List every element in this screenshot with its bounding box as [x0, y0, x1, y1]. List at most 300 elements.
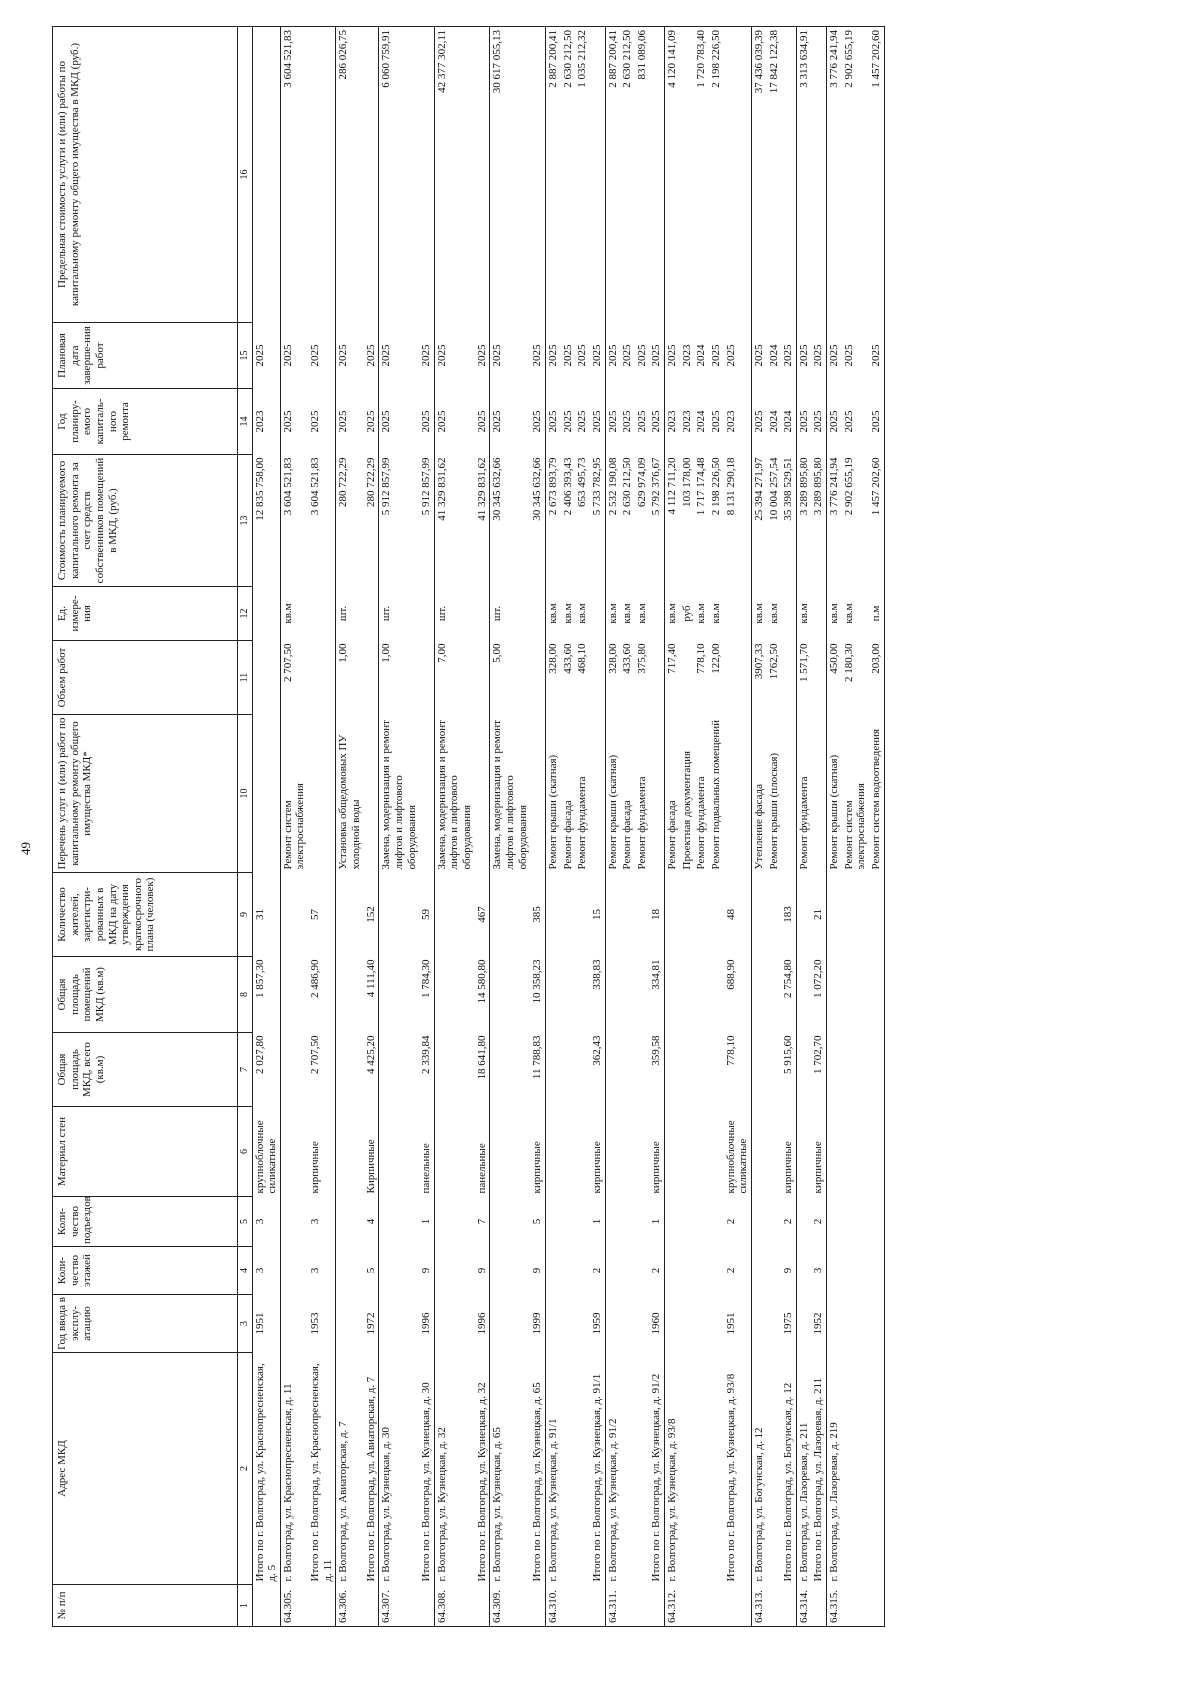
table-cell: 59 — [419, 873, 434, 957]
table-cell: 334,81 — [649, 957, 664, 1033]
table-cell — [665, 1197, 680, 1247]
table-cell — [545, 1107, 560, 1197]
table-cell: Итого по г. Волгоград, ул. Краснопресненская, д. 5 — [252, 1353, 280, 1585]
table-cell — [694, 1247, 709, 1295]
table-cell — [590, 27, 605, 323]
table-cell — [605, 1295, 620, 1353]
table-cell: 9 — [530, 1247, 545, 1295]
table-cell: 2025 — [475, 323, 490, 389]
table-cell — [561, 1107, 576, 1197]
table-cell — [709, 957, 724, 1033]
table-cell — [680, 1033, 695, 1107]
table-cell — [842, 1585, 869, 1627]
table-cell: 2023 — [680, 344, 693, 367]
table-cell: 3 604 521,83 — [281, 457, 294, 516]
table-cell — [694, 957, 709, 1033]
table-cell: 2025 — [590, 389, 605, 455]
table-row — [605, 27, 620, 1627]
table-cell: 2025 — [842, 410, 855, 433]
column-header: Перечень услуг и (или) работ по капитальному ремонту общего имущества МКД* — [53, 715, 238, 873]
table-cell: 5 912 857,99 — [419, 455, 434, 587]
table-cell — [605, 1033, 620, 1107]
table-cell: 7 — [475, 1197, 490, 1247]
table-cell: крупноблочные силикатные — [724, 1107, 752, 1197]
table-cell — [751, 873, 766, 957]
table-cell — [620, 957, 635, 1033]
table-cell — [665, 1247, 680, 1295]
table-cell — [575, 1197, 590, 1247]
subtotal-row — [308, 27, 336, 1627]
column-number: 5 — [238, 1197, 253, 1247]
table-cell — [751, 1197, 766, 1247]
table-cell: кв.м — [666, 603, 679, 624]
table-cell: 2025 — [435, 344, 448, 367]
table-cell — [280, 957, 308, 1033]
table-cell — [842, 1197, 869, 1247]
table-row — [490, 27, 530, 1627]
table-cell — [709, 1295, 724, 1353]
table-cell: 1960 — [649, 1295, 664, 1353]
table-cell: 2 630 212,50 — [620, 27, 635, 323]
table-cell: 3 776 241,94 — [827, 27, 842, 323]
table-cell: 2 630 212,50 — [561, 27, 576, 323]
table-cell: 17 842 122,38 — [767, 27, 782, 323]
table-cell — [490, 1295, 530, 1353]
table-cell: 688,90 — [724, 957, 752, 1033]
table-cell — [869, 1033, 884, 1107]
table-row — [379, 27, 419, 1627]
table-cell — [364, 1585, 379, 1627]
table-cell: 3 776 241,94 — [828, 457, 841, 516]
table-cell — [767, 1107, 782, 1197]
table-cell: 2025 — [419, 323, 434, 389]
table-cell: 2025 — [380, 344, 393, 367]
table-cell: 30 345 632,66 — [530, 455, 545, 587]
table-cell — [635, 873, 650, 957]
table-cell — [561, 1247, 576, 1295]
table-cell: 64.310. — [545, 1585, 560, 1627]
table-cell: 203,00 — [869, 641, 884, 715]
table-cell — [842, 1295, 869, 1353]
table-cell: руб — [680, 605, 693, 622]
column-number: 6 — [238, 1107, 253, 1197]
table-cell: Ремонт фундамента — [576, 776, 589, 870]
table-cell: 64.308. — [434, 1585, 474, 1627]
table-cell — [649, 1585, 664, 1627]
table-cell: 2 532 190,08 — [606, 457, 619, 516]
table-cell — [561, 1033, 576, 1107]
subtotal-row — [475, 27, 490, 1627]
table-cell: 1 720 783,40 — [694, 27, 709, 323]
table-cell — [379, 873, 419, 957]
table-cell: 1952 — [811, 1295, 826, 1353]
table-cell: 450,00 — [828, 643, 841, 674]
table-cell — [842, 1033, 869, 1107]
table-cell: 4 120 141,09 — [665, 27, 680, 323]
table-cell: 2 673 893,79 — [546, 457, 559, 516]
table-cell: 433,60 — [621, 643, 634, 674]
subtotal-row — [252, 27, 280, 1627]
table-cell — [751, 1295, 766, 1353]
table-cell: 3 — [252, 1247, 280, 1295]
table-cell: 4 — [364, 1197, 379, 1247]
table-cell — [434, 1295, 474, 1353]
column-header: Год ввода в эксплу-атацию — [53, 1295, 238, 1353]
table-cell: 2023 — [724, 389, 752, 455]
table-cell: 1996 — [475, 1295, 490, 1353]
table-cell: Замена, модернизация и ремонт лифтов и лифтового оборудования — [491, 720, 529, 870]
column-number: 11 — [238, 641, 253, 715]
table-cell: 1,00 — [380, 643, 393, 663]
table-cell: 2025 — [635, 410, 648, 433]
table-cell: 2025 — [561, 410, 574, 433]
table-cell: 4 111,40 — [364, 957, 379, 1033]
table-cell — [767, 1295, 782, 1353]
table-cell: 5 — [530, 1197, 545, 1247]
table-cell — [561, 873, 576, 957]
table-cell: кв.м — [797, 603, 810, 624]
table-cell — [590, 715, 605, 873]
table-cell — [842, 1247, 869, 1295]
table-cell — [751, 1033, 766, 1107]
table-cell: 3 313 634,91 — [796, 27, 811, 323]
table-cell — [635, 1107, 650, 1197]
table-cell — [336, 1107, 364, 1197]
column-number: 9 — [238, 873, 253, 957]
table-cell — [680, 1585, 695, 1627]
table-cell: 1 784,30 — [419, 957, 434, 1033]
table-body — [252, 27, 884, 1627]
table-cell: 18 641,80 — [475, 1033, 490, 1107]
table-cell: 831 089,06 — [635, 27, 650, 323]
table-cell: Замена, модернизация и ремонт лифтов и лифтового оборудования — [435, 720, 474, 870]
table-cell: 2025 — [308, 323, 336, 389]
table-cell: 2025 — [666, 344, 679, 367]
table-cell: 48 — [724, 873, 752, 957]
table-cell — [811, 1585, 826, 1627]
table-cell: 2025 — [435, 410, 448, 433]
table-cell: 2 902 655,19 — [842, 457, 855, 516]
table-cell: 64.311. — [605, 1585, 620, 1627]
table-cell: 1 — [590, 1197, 605, 1247]
table-cell — [635, 1585, 650, 1627]
table-cell: кв.м — [576, 603, 589, 624]
table-cell: 25 394 271,97 — [752, 457, 765, 521]
table-cell — [419, 587, 434, 641]
table-cell — [709, 1585, 724, 1627]
table-cell — [620, 1585, 635, 1627]
table-cell: 2025 — [797, 410, 810, 433]
table-cell — [694, 873, 709, 957]
table-cell — [605, 1107, 620, 1197]
table-cell — [796, 1197, 811, 1247]
table-cell: 30 345 632,66 — [491, 457, 504, 521]
table-cell — [827, 1107, 842, 1197]
table-cell — [280, 873, 308, 957]
table-cell: 1 571,70 — [797, 643, 810, 682]
table-cell: 9 — [419, 1247, 434, 1295]
table-cell — [649, 641, 664, 715]
page-number: 49 — [18, 842, 33, 855]
table-cell — [842, 873, 869, 957]
table-cell: 57 — [308, 873, 336, 957]
table-row — [336, 27, 364, 1627]
table-cell — [530, 715, 545, 873]
column-header: Коли-чество подъездов — [53, 1197, 238, 1247]
table-cell: 1 — [419, 1197, 434, 1247]
table-cell — [751, 1107, 766, 1197]
table-cell: 2025 — [308, 389, 336, 455]
table-cell — [869, 1295, 884, 1353]
table-cell: 2025 — [752, 410, 765, 433]
table-cell — [575, 1295, 590, 1353]
column-number: 15 — [238, 323, 253, 389]
table-cell — [434, 873, 474, 957]
table-cell: 280 722,29 — [364, 455, 379, 587]
table-cell: 1 857,30 — [252, 957, 280, 1033]
table-cell — [680, 1197, 695, 1247]
table-cell — [869, 1585, 884, 1627]
table-cell — [280, 1247, 308, 1295]
table-cell: 778,10 — [695, 643, 708, 674]
table-cell — [842, 1107, 869, 1197]
table-cell: 122,00 — [710, 643, 722, 674]
subtotal-row — [590, 27, 605, 1627]
table-cell: 103 178,00 — [680, 457, 693, 507]
table-row — [751, 27, 766, 1627]
table-cell: 30 617 055,13 — [490, 27, 530, 323]
table-cell — [869, 1247, 884, 1295]
table-row — [575, 27, 590, 1627]
table-cell: 2025 — [530, 323, 545, 389]
table-cell: кв.м — [710, 603, 722, 624]
table-cell: 5 733 782,95 — [590, 455, 605, 587]
column-header: Плановая дата заверше-ния работ — [53, 323, 238, 389]
table-cell — [561, 1197, 576, 1247]
column-header: Объем работ — [53, 641, 238, 715]
table-cell: 433,60 — [561, 643, 574, 674]
table-cell: 1 702,70 — [811, 1033, 826, 1107]
table-cell — [767, 1353, 782, 1585]
table-cell: 1959 — [590, 1295, 605, 1353]
table-cell — [635, 1247, 650, 1295]
table-cell — [680, 27, 695, 323]
table-cell: г. Волгоград, ул. Авиаторская, д. 7 — [337, 1421, 350, 1582]
table-cell: 2025 — [842, 344, 855, 367]
table-cell: 2 — [649, 1247, 664, 1295]
table-cell: 3 604 521,83 — [308, 455, 336, 587]
table-cell — [561, 1585, 576, 1627]
column-header: Количество жителей, зарегистри-рованных в МКД на дату утверждения краткосрочного плана (человек) — [53, 873, 238, 957]
table-cell: 14 580,80 — [475, 957, 490, 1033]
table-cell — [530, 1585, 545, 1627]
table-cell — [620, 1353, 635, 1585]
table-cell: 2025 — [491, 344, 504, 367]
table-cell — [605, 873, 620, 957]
table-cell — [575, 1247, 590, 1295]
table-cell: 375,80 — [635, 643, 648, 674]
table-cell: г. Волгоград, ул. Кузнецкая, д. 65 — [491, 1427, 504, 1582]
table-cell: 2 707,50 — [281, 643, 294, 682]
table-cell: Ремонт фундамента — [797, 776, 810, 870]
table-cell: 64.306. — [336, 1585, 364, 1627]
table-cell: шт. — [337, 605, 350, 622]
table-cell: 2025 — [797, 344, 810, 367]
table-cell — [869, 873, 884, 957]
table-cell — [364, 27, 379, 323]
table-cell — [694, 1197, 709, 1247]
table-cell — [336, 1295, 364, 1353]
table-cell — [475, 641, 490, 715]
table-cell: 467 — [475, 873, 490, 957]
table-cell: г. Волгоград, ул. Кузнецкая, д. 93/8 — [666, 1418, 679, 1582]
table-cell: 2025 — [491, 410, 504, 433]
table-cell: 2025 — [710, 410, 722, 433]
table-cell — [767, 1247, 782, 1295]
table-cell: 2025 — [576, 344, 589, 367]
table-cell: Ремонт крыши (скатная) — [546, 754, 559, 870]
table-cell: 2024 — [695, 344, 708, 367]
table-cell — [575, 957, 590, 1033]
table-cell — [308, 1585, 336, 1627]
table-cell: 64.312. — [665, 1585, 680, 1627]
table-cell — [620, 1033, 635, 1107]
table-cell: 2025 — [364, 323, 379, 389]
table-cell: п.м — [869, 587, 884, 641]
table-row — [280, 27, 308, 1627]
table-cell: 359,58 — [649, 1033, 664, 1107]
table-cell — [252, 27, 280, 323]
table-cell: 717,40 — [666, 643, 679, 674]
table-cell: 64.314. — [796, 1585, 811, 1627]
table-cell: кв.м — [281, 603, 294, 624]
table-cell: 3 289 895,80 — [797, 457, 810, 516]
subtotal-row — [649, 27, 664, 1627]
table-cell: 2025 — [364, 389, 379, 455]
table-cell: 2025 — [828, 344, 841, 367]
table-cell: шт. — [435, 605, 448, 622]
table-cell — [665, 873, 680, 957]
table-cell — [694, 1353, 709, 1585]
table-cell: кирпичные — [649, 1107, 664, 1197]
table-cell: 2025 — [337, 410, 350, 433]
table-cell — [605, 1247, 620, 1295]
table-cell — [280, 1295, 308, 1353]
column-number: 13 — [238, 455, 253, 587]
table-row — [709, 27, 724, 1627]
table-cell: 1 072,20 — [811, 957, 826, 1033]
table-cell: 1999 — [530, 1295, 545, 1353]
table-cell — [796, 1295, 811, 1353]
table-cell — [545, 957, 560, 1033]
table-cell: 1 457 202,60 — [869, 27, 884, 323]
table-cell: 4 112 711,20 — [666, 457, 679, 515]
table-cell — [575, 1033, 590, 1107]
table-cell — [530, 641, 545, 715]
table-cell: кв.м — [635, 603, 648, 624]
table-cell — [811, 587, 826, 641]
table-cell: 629 974,09 — [635, 457, 648, 507]
table-cell: Итого по г. Волгоград, ул. Кузнецкая, д. 65 — [530, 1353, 545, 1585]
table-cell: 11 788,83 — [530, 1033, 545, 1107]
table-cell: 5 912 857,99 — [380, 457, 393, 516]
table-cell: 1 717 174,48 — [695, 457, 708, 516]
table-cell: 2 902 655,19 — [842, 27, 869, 323]
table-cell: Итого по г. Волгоград, ул. Кузнецкая, д. 32 — [475, 1353, 490, 1585]
table-cell: 362,43 — [590, 1033, 605, 1107]
column-number-row — [238, 27, 253, 1627]
table-cell: 15 — [590, 873, 605, 957]
table-cell: 2 754,80 — [781, 957, 796, 1033]
table-cell: Ремонт фасада — [561, 800, 574, 870]
table-cell — [490, 1033, 530, 1107]
table-cell — [620, 1295, 635, 1353]
table-cell — [590, 587, 605, 641]
column-number: 14 — [238, 389, 253, 455]
table-row — [842, 27, 869, 1627]
table-row — [767, 27, 782, 1627]
table-cell: г. Волгоград, ул. Кузнецкая, д. 30 — [380, 1427, 393, 1582]
table-cell — [694, 1585, 709, 1627]
table-cell: 64.307. — [379, 1585, 419, 1627]
table-cell — [364, 587, 379, 641]
table-cell — [308, 715, 336, 873]
table-cell: кв.м — [767, 603, 780, 624]
table-cell: 328,00 — [606, 643, 619, 674]
table-cell — [475, 1585, 490, 1627]
table-cell — [694, 1295, 709, 1353]
table-cell: кирпичные — [530, 1107, 545, 1197]
table-cell — [490, 1247, 530, 1295]
table-cell: 8 131 290,18 — [724, 455, 752, 587]
table-cell — [490, 1107, 530, 1197]
column-number: 3 — [238, 1295, 253, 1353]
table-cell: 6 060 759,91 — [379, 27, 419, 323]
table-cell — [308, 641, 336, 715]
table-cell — [680, 1295, 695, 1353]
table-cell: г. Волгоград, ул. Богунская, д. 12 — [752, 1427, 765, 1582]
table-cell — [680, 1107, 695, 1197]
table-cell — [827, 957, 842, 1033]
table-cell: Ремонт фундамента — [635, 776, 648, 870]
column-number: 8 — [238, 957, 253, 1033]
table-cell — [545, 1295, 560, 1353]
table-cell — [605, 957, 620, 1033]
table-cell — [419, 641, 434, 715]
table-cell — [561, 1353, 576, 1585]
subtotal-row — [811, 27, 826, 1627]
table-cell: 3 — [811, 1247, 826, 1295]
table-cell: 1975 — [781, 1295, 796, 1353]
table-cell: Ремонт систем электроснабжения — [281, 783, 307, 870]
table-cell: 31 — [252, 873, 280, 957]
table-cell — [364, 715, 379, 873]
table-cell: 35 398 529,51 — [781, 455, 796, 587]
table-cell: 5 792 376,67 — [649, 455, 664, 587]
table-cell: 2 — [724, 1247, 752, 1295]
table-cell: кирпичные — [590, 1107, 605, 1197]
table-cell: 2025 — [281, 410, 294, 433]
column-header: Коли-чество этажей — [53, 1247, 238, 1295]
table-cell: 2024 — [767, 344, 780, 367]
table-cell — [490, 873, 530, 957]
table-cell: 2025 — [252, 323, 280, 389]
table-cell — [434, 1247, 474, 1295]
table-cell — [635, 1197, 650, 1247]
table-cell: г. Волгоград, ул. Краснопресненская, д. 11 — [281, 1383, 294, 1582]
table-cell: 10 358,23 — [530, 957, 545, 1033]
table-cell — [827, 873, 842, 957]
